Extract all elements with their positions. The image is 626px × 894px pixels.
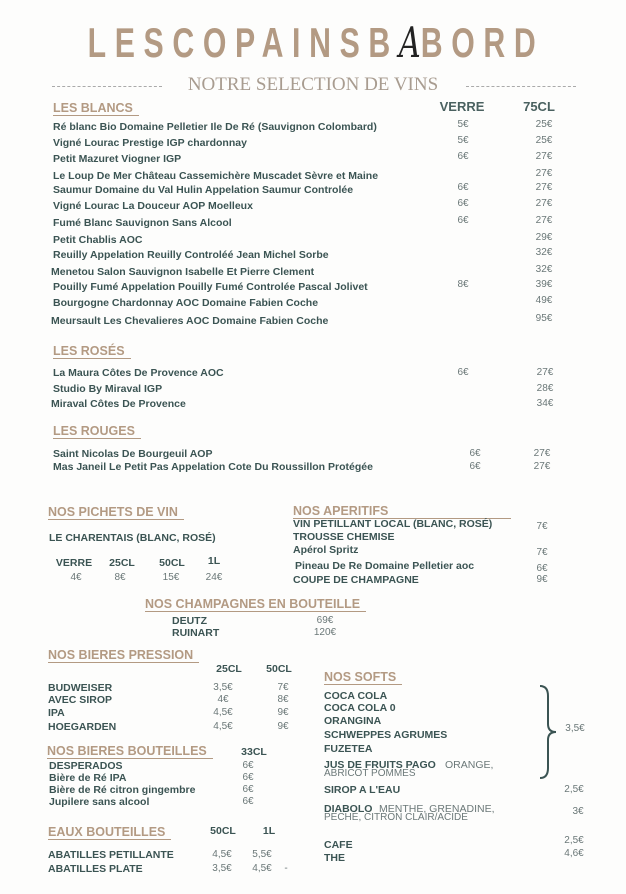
champagne-price: 69€: [316, 615, 334, 626]
section-title-bouteilles: NOS BIERES BOUTEILLES: [47, 744, 213, 759]
soft-name: ORANGINA: [324, 715, 382, 727]
page-subtitle: NOTRE SELECTION DE VINS: [187, 74, 439, 95]
pichet-size: VERRE: [55, 557, 93, 569]
wine-price-verre: 6€: [457, 367, 469, 378]
wine-price-bottle: 27€: [535, 182, 553, 193]
wine-price-verre: 6€: [469, 448, 481, 459]
wine-price-bottle: 95€: [535, 313, 553, 324]
section-title-pichets: NOS PICHETS DE VIN: [48, 505, 184, 520]
wine-name: Menetou Salon Sauvignon Isabelle Et Pierre Clement: [51, 266, 315, 278]
brand-text-end: BORD: [420, 19, 545, 66]
section-title-roses: LES ROSÉS: [53, 344, 131, 359]
section-title-pression: NOS BIERES PRESSION: [48, 648, 199, 663]
pichet-name: LE CHARENTAIS (BLANC, ROSÉ): [49, 532, 216, 544]
aperitif-price: 7€: [536, 521, 548, 532]
pichet-price: 15€: [162, 572, 180, 583]
beer-price-25: 4,5€: [213, 721, 233, 732]
section-title-blancs: LES BLANCS: [53, 101, 139, 116]
aperitif-name: Apérol Spritz: [293, 544, 359, 556]
wine-price-bottle: 27€: [536, 367, 554, 378]
pichet-size: 25CL: [109, 557, 135, 569]
beer-name: Bière de Ré citron gingembre: [49, 784, 196, 796]
aperitif-name: Pineau De Re Domaine Pelletier aoc: [295, 560, 475, 572]
wine-name: Ré blanc Bio Domaine Pelletier Ile De Ré (Sauvignon Colombard): [53, 121, 377, 133]
wine-name: Meursault Les Chevalieres AOC Domaine Fabien Coche: [51, 315, 329, 327]
column-header-1l: 1L: [262, 825, 276, 837]
wine-price-bottle: 27€: [533, 448, 551, 459]
champagne-price: 120€: [313, 627, 337, 638]
column-header-33cl: 33CL: [241, 746, 267, 758]
column-header-verre: VERRE: [439, 99, 485, 114]
soft-price: 3€: [572, 806, 584, 817]
wine-price-verre: 6€: [457, 182, 469, 193]
wine-name: Pouilly Fumé Appelation Pouilly Fumé Controlée Pascal Jolivet: [53, 281, 368, 293]
wine-price-bottle: 32€: [535, 264, 553, 275]
water-price-1l: 5,5€: [252, 849, 272, 860]
beer-name: IPA: [48, 707, 65, 719]
wine-name: Saumur Domaine du Val Hulin Appelation Saumur Controlée: [53, 184, 354, 196]
wine-price-verre: 6€: [457, 198, 469, 209]
water-name: ABATILLES PLATE: [48, 863, 143, 875]
wine-name: Petit Chablis AOC: [53, 234, 143, 246]
water-note: -: [284, 863, 288, 874]
beer-name: Bière de Ré IPA: [49, 772, 127, 784]
column-header-50cl: 50CL: [266, 663, 292, 675]
hot-drink-price: 4,6€: [564, 848, 584, 859]
aperitif-price: 9€: [536, 574, 548, 585]
wine-price-bottle: 49€: [535, 295, 553, 306]
pichet-size: 1L: [207, 555, 221, 567]
brand-text: LESCOPAINSB: [87, 19, 399, 66]
soft-group-price: 3,5€: [565, 723, 585, 734]
champagne-name: DEUTZ: [172, 615, 207, 627]
column-header-50cl: 50CL: [210, 825, 236, 837]
beer-name: HOEGARDEN: [48, 721, 117, 733]
water-name: ABATILLES PETILLANTE: [48, 849, 174, 861]
section-title-rouges: LES ROUGES: [53, 424, 141, 439]
beer-price: 6€: [242, 772, 254, 783]
hot-drink-name: THE: [324, 852, 345, 864]
aperitif-price: 6€: [536, 563, 548, 574]
soft-name: JUS DE FRUITS PAGO: [324, 759, 436, 771]
column-header-25cl: 25CL: [216, 663, 242, 675]
soft-detail: ABRICOT POMMES: [324, 768, 416, 779]
wine-name: Reuilly Appelation Reuilly Controléé Jean Michel Sorbe: [53, 249, 329, 261]
wine-name: Saint Nicolas De Bourgeuil AOP: [53, 448, 213, 460]
beer-name: BUDWEISER: [48, 682, 113, 694]
wine-name: Le Loup De Mer Château Cassemichère Muscadet Sèvre et Maine: [53, 170, 379, 182]
wine-price-verre: 6€: [457, 215, 469, 226]
wine-price-verre: 5€: [457, 135, 469, 146]
soft-name: SIROP A L'EAU: [324, 784, 401, 796]
beer-price: 6€: [242, 796, 254, 807]
section-title-champagnes: NOS CHAMPAGNES EN BOUTEILLE: [145, 597, 366, 612]
hot-drink-price: 2,5€: [564, 835, 584, 846]
wine-price-bottle: 27€: [533, 461, 551, 472]
soft-detail: ORANGE,: [445, 759, 494, 771]
brand-logo: [87, 18, 545, 67]
water-price-1l: 4,5€: [252, 863, 272, 874]
beer-price-50: 7€: [277, 682, 289, 693]
brand-script-letter: A: [398, 18, 421, 67]
wine-name: Studio By Miraval IGP: [53, 383, 163, 395]
wine-price-bottle: 27€: [535, 198, 553, 209]
pichet-price: 24€: [205, 572, 223, 583]
soft-name: DIABOLO: [324, 803, 373, 815]
beer-price-50: 9€: [277, 721, 289, 732]
beer-price: 6€: [242, 760, 254, 771]
soft-detail: MENTHE, GRENADINE,: [379, 803, 495, 815]
soft-name: FUZETEA: [324, 743, 373, 755]
wine-price-verre: 6€: [457, 151, 469, 162]
soft-name: SCHWEPPES AGRUMES: [324, 729, 448, 741]
wine-price-verre: 5€: [457, 119, 469, 130]
wine-price-bottle: 32€: [535, 247, 553, 258]
wine-price-bottle: 27€: [535, 151, 553, 162]
pichet-price: 4€: [70, 572, 82, 583]
wine-name: Vigné Lourac Prestige IGP chardonnay: [53, 137, 247, 149]
soft-name: COCA COLA: [324, 690, 388, 702]
wine-name: Mas Janeil Le Petit Pas Appelation Cote Du Roussillon Protégée: [53, 461, 373, 473]
wine-name: Petit Mazuret Viogner IGP: [53, 153, 182, 165]
soft-detail: PECHE, CITRON CLAIR/ACIDE: [324, 812, 468, 823]
wine-price-bottle: 39€: [535, 279, 553, 290]
section-title-aperitifs: NOS APERITIFS: [293, 504, 511, 519]
champagne-name: RUINART: [172, 627, 220, 639]
wine-name: Bourgogne Chardonnay AOC Domaine Fabien Coche: [53, 297, 319, 309]
pichet-size: 50CL: [159, 557, 185, 569]
wine-price-verre: 8€: [457, 279, 469, 290]
soft-price: 2,5€: [564, 784, 584, 795]
aperitif-name: COUPE DE CHAMPAGNE: [293, 574, 419, 586]
beer-price-25: 3,5€: [213, 682, 233, 693]
brace-icon: [538, 684, 560, 780]
aperitif-price: 7€: [536, 547, 548, 558]
wine-price-verre: 6€: [469, 461, 481, 472]
wine-price-bottle: 29€: [535, 232, 553, 243]
wine-name: Fumé Blanc Sauvignon Sans Alcool: [53, 217, 232, 229]
beer-name: AVEC SIROP: [48, 694, 112, 706]
section-title-eaux: EAUX BOUTEILLES: [48, 825, 171, 840]
wine-name: Vigné Lourac La Douceur AOP Moelleux: [53, 200, 253, 212]
beer-name: DESPERADOS: [49, 760, 123, 772]
column-header-75cl: 75CL: [523, 99, 555, 114]
wine-price-bottle: 25€: [535, 119, 553, 130]
aperitif-name: TROUSSE CHEMISE: [293, 531, 395, 543]
hot-drink-name: CAFE: [324, 839, 353, 851]
wine-price-bottle: 28€: [536, 383, 554, 394]
section-title-softs: NOS SOFTS: [324, 670, 402, 685]
beer-price: 6€: [242, 784, 254, 795]
wine-name: Miraval Côtes De Provence: [51, 398, 186, 410]
water-price-50cl: 3,5€: [212, 863, 232, 874]
beer-price-25: 4€: [217, 694, 229, 705]
beer-price-50: 8€: [277, 694, 289, 705]
divider-right: [466, 86, 576, 87]
wine-name: La Maura Côtes De Provence AOC: [53, 367, 224, 379]
wine-price-bottle: 25€: [535, 135, 553, 146]
wine-price-bottle: 34€: [536, 398, 554, 409]
beer-name: Jupilere sans alcool: [49, 796, 150, 808]
aperitif-name: VIN PETILLANT LOCAL (BLANC, ROSÉ): [293, 518, 493, 530]
pichet-price: 8€: [114, 572, 126, 583]
wine-price-bottle: 27€: [535, 168, 553, 179]
wine-price-bottle: 27€: [535, 215, 553, 226]
soft-name: COCA COLA 0: [324, 702, 396, 714]
water-price-50cl: 4,5€: [212, 849, 232, 860]
beer-price-25: 4,5€: [213, 707, 233, 718]
beer-price-50: 9€: [277, 707, 289, 718]
